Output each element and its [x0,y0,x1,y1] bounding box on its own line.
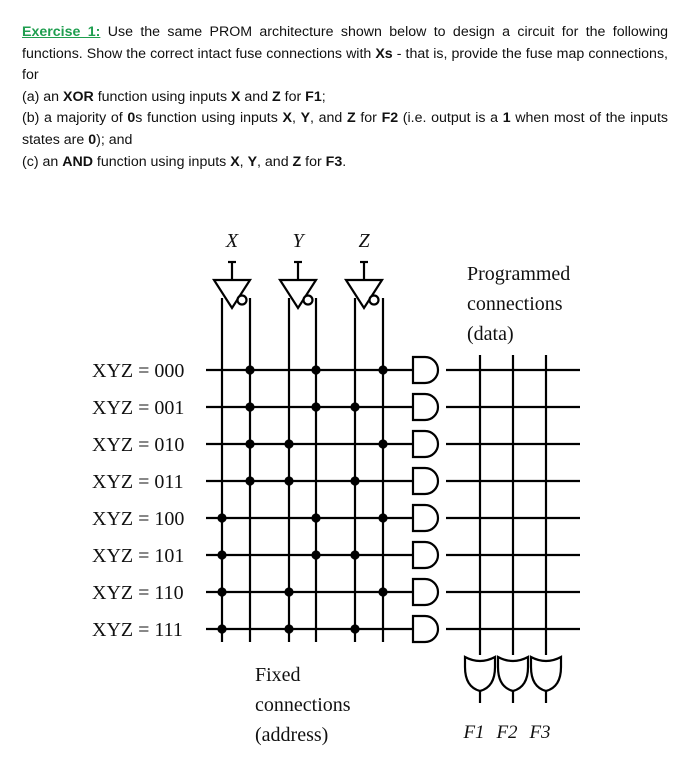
input-label-z: Z [358,230,370,252]
input-label-x: X [225,230,239,252]
fixed-connection-dot-6-0 [217,587,226,596]
output-label-f2: F2 [496,722,518,743]
part-c: (c) an AND function using inputs X, Y, and Z for F3. [22,153,347,170]
fixed-connection-dot-1-1 [311,402,320,411]
address-label-1: XYZ = 001 [92,397,185,419]
fixed-connection-dot-0-0 [245,365,254,374]
address-label-5: XYZ = 101 [92,545,185,567]
exercise-intro: Exercise 1: Use the same PROM architecture shown below to design a circuit for the following functions. Show the correct intact fuse connections with Xs - that is, provide the fuse map connections, for [22,24,668,84]
fixed-connection-dot-3-2 [350,476,359,485]
fixed-connection-dot-2-0 [245,439,254,448]
fixed-connection-dot-2-2 [378,439,387,448]
fixed-connection-dot-4-2 [378,513,387,522]
part-a: (a) an XOR function using inputs X and Z for F1; [22,88,326,105]
fixed-connection-dot-6-1 [284,587,293,596]
fixed-label-line-2: (address) [255,724,329,746]
and-gate-1 [413,394,438,420]
and-gate-5 [413,542,438,568]
fixed-connection-dot-1-2 [350,402,359,411]
fixed-connection-dot-0-2 [378,365,387,374]
fixed-connection-dot-5-2 [350,550,359,559]
inverter-bubble-1 [304,296,313,305]
fixed-label-line-0: Fixed [255,664,301,686]
or-gate-f2 [498,657,528,691]
address-label-6: XYZ = 110 [92,582,184,604]
address-label-7: XYZ = 111 [92,619,183,641]
and-gate-4 [413,505,438,531]
fixed-connection-dot-7-2 [350,624,359,633]
programmed-label-line-1: connections [467,293,563,315]
address-label-3: XYZ = 011 [92,471,184,493]
part-b: (b) a majority of 0s function using inputs X, Y, and Z for F2 (i.e. output is a 1 when most of the inputs states are 0); and [22,110,668,148]
fixed-connection-dot-5-0 [217,550,226,559]
address-label-4: XYZ = 100 [92,508,185,530]
and-gate-7 [413,616,438,642]
address-label-2: XYZ = 010 [92,434,185,456]
exercise-title: Exercise 1: [22,24,101,40]
and-gate-0 [413,357,438,383]
inverter-bubble-0 [238,296,247,305]
or-gate-f3 [531,657,561,691]
fixed-connection-dot-3-0 [245,476,254,485]
and-gate-3 [413,468,438,494]
fixed-connection-dot-5-1 [311,550,320,559]
programmed-label-line-2: (data) [467,323,514,345]
fixed-connection-dot-2-1 [284,439,293,448]
fixed-connection-dot-7-0 [217,624,226,633]
fixed-connection-dot-0-1 [311,365,320,374]
fixed-connection-dot-6-2 [378,587,387,596]
input-label-y: Y [292,230,304,252]
fixed-label-line-1: connections [255,694,351,716]
fixed-connection-dot-4-1 [311,513,320,522]
fixed-connection-dot-7-1 [284,624,293,633]
output-label-f1: F1 [463,722,485,743]
programmed-label-line-0: Programmed [467,263,571,285]
fixed-connection-dot-4-0 [217,513,226,522]
and-gate-6 [413,579,438,605]
or-gate-f1 [465,657,495,691]
inverter-bubble-2 [370,296,379,305]
and-gate-2 [413,431,438,457]
fixed-connection-dot-1-0 [245,402,254,411]
output-label-f3: F3 [529,722,551,743]
address-label-0: XYZ = 000 [92,360,185,382]
fixed-connection-dot-3-1 [284,476,293,485]
